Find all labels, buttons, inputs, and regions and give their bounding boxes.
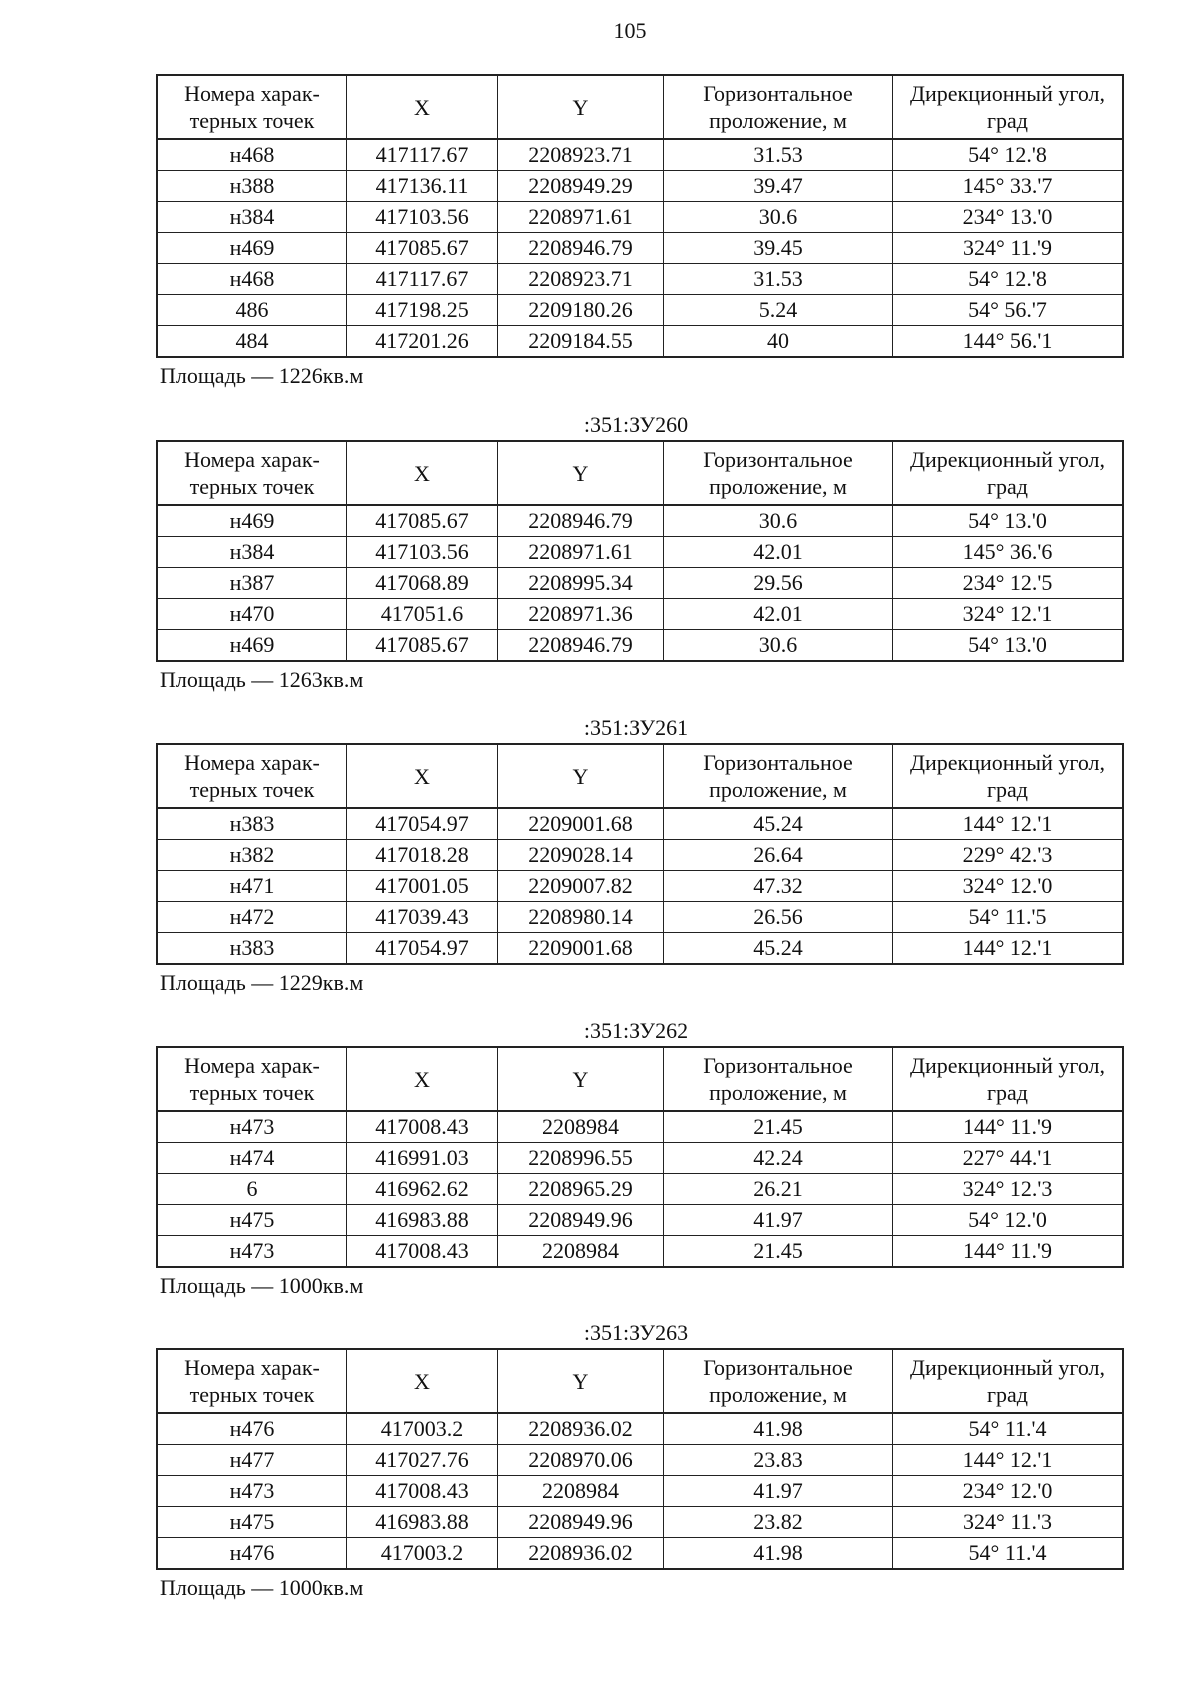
column-header-distance: Горизонтальное проложение, м <box>664 441 893 505</box>
table-cell: 54° 11.'4 <box>893 1538 1124 1570</box>
table-cell: 42.01 <box>664 537 893 568</box>
table-cell: н383 <box>157 933 347 965</box>
table-cell: н477 <box>157 1445 347 1476</box>
column-header-point: Номера харак-терных точек <box>157 441 347 505</box>
table-cell: 26.21 <box>664 1174 893 1205</box>
table-cell: 2208984 <box>498 1476 664 1507</box>
table-cell: 54° 12.'0 <box>893 1205 1124 1236</box>
table-row <box>157 295 1123 326</box>
table-cell: н469 <box>157 630 347 662</box>
column-header-angle: Дирекционный угол, град <box>893 75 1124 139</box>
table-cell: н471 <box>157 871 347 902</box>
table-row <box>157 808 1123 840</box>
table-row <box>157 871 1123 902</box>
area-label: Площадь — 1000кв.м <box>160 1575 364 1600</box>
table-cell: 144° 11.'9 <box>893 1236 1124 1268</box>
column-header-x: X <box>347 1047 498 1111</box>
table-cell: 324° 11.'3 <box>893 1507 1124 1538</box>
table-cell: 417117.67 <box>347 264 498 295</box>
table-row <box>157 599 1123 630</box>
table-cell: 42.24 <box>664 1143 893 1174</box>
table-cell: 2208946.79 <box>498 233 664 264</box>
table-cell: 417068.89 <box>347 568 498 599</box>
table-cell: 417198.25 <box>347 295 498 326</box>
table-cell: 416983.88 <box>347 1205 498 1236</box>
table-cell: 417054.97 <box>347 808 498 840</box>
table-row <box>157 902 1123 933</box>
table-cell: 486 <box>157 295 347 326</box>
table-cell: 23.82 <box>664 1507 893 1538</box>
table-row <box>157 1445 1123 1476</box>
column-header-x: X <box>347 75 498 139</box>
table-row <box>157 1476 1123 1507</box>
section-title: :351:ЗУ263 <box>583 1320 689 1345</box>
coordinates-table <box>156 74 1124 358</box>
table-header-row <box>157 744 1123 808</box>
table-cell: н383 <box>157 808 347 840</box>
table-cell: 2208923.71 <box>498 264 664 295</box>
table-header-row <box>157 1047 1123 1111</box>
table-cell: 2209007.82 <box>498 871 664 902</box>
table-cell: 227° 44.'1 <box>893 1143 1124 1174</box>
table-cell: 2208984 <box>498 1236 664 1268</box>
table-cell: 324° 12.'0 <box>893 871 1124 902</box>
table-cell: 416983.88 <box>347 1507 498 1538</box>
table-cell: 54° 11.'5 <box>893 902 1124 933</box>
column-header-x: X <box>347 441 498 505</box>
table-row <box>157 264 1123 295</box>
table-row <box>157 1174 1123 1205</box>
table-cell: 26.56 <box>664 902 893 933</box>
table-cell: 2209028.14 <box>498 840 664 871</box>
table-cell: 144° 12.'1 <box>893 933 1124 965</box>
table-cell: 31.53 <box>664 139 893 171</box>
table-cell: 54° 11.'4 <box>893 1413 1124 1445</box>
table-cell: 145° 33.'7 <box>893 171 1124 202</box>
table-row <box>157 1205 1123 1236</box>
table-cell: н475 <box>157 1205 347 1236</box>
table-row <box>157 568 1123 599</box>
table-cell: 2208936.02 <box>498 1413 664 1445</box>
table-cell: 2208923.71 <box>498 139 664 171</box>
table-cell: 234° 12.'0 <box>893 1476 1124 1507</box>
table-cell: 2208970.06 <box>498 1445 664 1476</box>
table-cell: 39.45 <box>664 233 893 264</box>
table-cell: 2208949.96 <box>498 1205 664 1236</box>
column-header-angle: Дирекционный угол, град <box>893 744 1124 808</box>
coordinates-section <box>156 1318 1116 1606</box>
table-cell: 21.45 <box>664 1111 893 1143</box>
table-row <box>157 1143 1123 1174</box>
table-cell: 324° 11.'9 <box>893 233 1124 264</box>
table-row <box>157 233 1123 264</box>
table-cell: 324° 12.'1 <box>893 599 1124 630</box>
table-cell: н476 <box>157 1538 347 1570</box>
table-row <box>157 630 1123 662</box>
table-cell: н473 <box>157 1111 347 1143</box>
table-cell: 144° 56.'1 <box>893 326 1124 358</box>
coordinates-section <box>156 74 1116 394</box>
column-header-point: Номера харак-терных точек <box>157 744 347 808</box>
table-cell: н468 <box>157 264 347 295</box>
table-cell: 41.98 <box>664 1413 893 1445</box>
table-cell: 26.64 <box>664 840 893 871</box>
column-header-x: X <box>347 1349 498 1413</box>
table-header-row <box>157 75 1123 139</box>
table-cell: 2208936.02 <box>498 1538 664 1570</box>
table-header-row <box>157 1349 1123 1413</box>
table-cell: 417085.67 <box>347 233 498 264</box>
table-row <box>157 1507 1123 1538</box>
table-cell: 417103.56 <box>347 202 498 233</box>
table-cell: 417003.2 <box>347 1538 498 1570</box>
table-cell: 417008.43 <box>347 1476 498 1507</box>
column-header-y: Y <box>498 441 664 505</box>
table-cell: 31.53 <box>664 264 893 295</box>
column-header-distance: Горизонтальное проложение, м <box>664 75 893 139</box>
table-cell: 2209001.68 <box>498 808 664 840</box>
section-title: :351:ЗУ260 <box>583 412 689 437</box>
table-cell: 54° 56.'7 <box>893 295 1124 326</box>
table-cell: 417054.97 <box>347 933 498 965</box>
table-row <box>157 537 1123 568</box>
table-cell: 417117.67 <box>347 139 498 171</box>
table-cell: 417085.67 <box>347 505 498 537</box>
table-cell: 417051.6 <box>347 599 498 630</box>
table-cell: 144° 11.'9 <box>893 1111 1124 1143</box>
column-header-y: Y <box>498 75 664 139</box>
table-cell: 42.01 <box>664 599 893 630</box>
coordinates-table <box>156 1348 1124 1570</box>
table-cell: 5.24 <box>664 295 893 326</box>
table-cell: 2208965.29 <box>498 1174 664 1205</box>
table-cell: н384 <box>157 537 347 568</box>
table-cell: 2209184.55 <box>498 326 664 358</box>
table-cell: 45.24 <box>664 933 893 965</box>
table-cell: 21.45 <box>664 1236 893 1268</box>
column-header-y: Y <box>498 1349 664 1413</box>
table-cell: 2208980.14 <box>498 902 664 933</box>
table-cell: 30.6 <box>664 202 893 233</box>
table-cell: н468 <box>157 139 347 171</box>
column-header-angle: Дирекционный угол, град <box>893 1349 1124 1413</box>
table-cell: 417003.2 <box>347 1413 498 1445</box>
table-cell: 2208949.29 <box>498 171 664 202</box>
table-cell: 41.97 <box>664 1476 893 1507</box>
table-cell: 41.98 <box>664 1538 893 1570</box>
table-cell: 417027.76 <box>347 1445 498 1476</box>
table-cell: н473 <box>157 1476 347 1507</box>
table-row <box>157 139 1123 171</box>
table-cell: 417001.05 <box>347 871 498 902</box>
table-cell: н470 <box>157 599 347 630</box>
table-cell: 29.56 <box>664 568 893 599</box>
table-cell: н382 <box>157 840 347 871</box>
table-cell: 417136.11 <box>347 171 498 202</box>
table-cell: н469 <box>157 233 347 264</box>
area-label: Площадь — 1229кв.м <box>160 970 364 995</box>
column-header-y: Y <box>498 1047 664 1111</box>
column-header-x: X <box>347 744 498 808</box>
table-cell: н469 <box>157 505 347 537</box>
table-cell: н472 <box>157 902 347 933</box>
table-cell: 2209180.26 <box>498 295 664 326</box>
table-cell: 23.83 <box>664 1445 893 1476</box>
table-cell: 417085.67 <box>347 630 498 662</box>
table-cell: 229° 42.'3 <box>893 840 1124 871</box>
column-header-angle: Дирекционный угол, град <box>893 441 1124 505</box>
table-cell: 6 <box>157 1174 347 1205</box>
table-cell: 54° 12.'8 <box>893 264 1124 295</box>
area-label: Площадь — 1226кв.м <box>160 363 364 388</box>
table-cell: 417008.43 <box>347 1236 498 1268</box>
column-header-point: Номера харак-терных точек <box>157 1349 347 1413</box>
coordinates-table <box>156 1046 1124 1268</box>
table-row <box>157 840 1123 871</box>
table-row <box>157 1111 1123 1143</box>
table-cell: 484 <box>157 326 347 358</box>
coordinates-section <box>156 1016 1116 1304</box>
column-header-distance: Горизонтальное проложение, м <box>664 1047 893 1111</box>
table-cell: 39.47 <box>664 171 893 202</box>
table-cell: 417018.28 <box>347 840 498 871</box>
table-cell: 2208984 <box>498 1111 664 1143</box>
area-label: Площадь — 1000кв.м <box>160 1273 364 1298</box>
table-cell: 40 <box>664 326 893 358</box>
table-cell: 30.6 <box>664 505 893 537</box>
table-cell: 45.24 <box>664 808 893 840</box>
table-row <box>157 505 1123 537</box>
table-cell: н388 <box>157 171 347 202</box>
table-row <box>157 1538 1123 1570</box>
table-row <box>157 171 1123 202</box>
table-cell: 41.97 <box>664 1205 893 1236</box>
table-cell: н474 <box>157 1143 347 1174</box>
table-header-row <box>157 441 1123 505</box>
table-cell: 2208971.61 <box>498 537 664 568</box>
table-row <box>157 202 1123 233</box>
column-header-point: Номера харак-терных точек <box>157 75 347 139</box>
table-cell: 54° 13.'0 <box>893 630 1124 662</box>
table-cell: н387 <box>157 568 347 599</box>
table-cell: 417008.43 <box>347 1111 498 1143</box>
table-cell: н473 <box>157 1236 347 1268</box>
table-cell: 416991.03 <box>347 1143 498 1174</box>
table-cell: 145° 36.'6 <box>893 537 1124 568</box>
table-row <box>157 933 1123 965</box>
coordinates-section <box>156 713 1116 1001</box>
column-header-angle: Дирекционный угол, град <box>893 1047 1124 1111</box>
table-cell: н475 <box>157 1507 347 1538</box>
column-header-y: Y <box>498 744 664 808</box>
table-cell: 144° 12.'1 <box>893 808 1124 840</box>
table-cell: 417039.43 <box>347 902 498 933</box>
section-title: :351:ЗУ262 <box>583 1018 689 1043</box>
table-cell: 2208996.55 <box>498 1143 664 1174</box>
table-cell: 2208946.79 <box>498 505 664 537</box>
table-cell: 2209001.68 <box>498 933 664 965</box>
table-cell: 54° 13.'0 <box>893 505 1124 537</box>
table-cell: 234° 12.'5 <box>893 568 1124 599</box>
column-header-distance: Горизонтальное проложение, м <box>664 1349 893 1413</box>
table-cell: 30.6 <box>664 630 893 662</box>
table-cell: 2208949.96 <box>498 1507 664 1538</box>
table-cell: 47.32 <box>664 871 893 902</box>
table-cell: 234° 13.'0 <box>893 202 1124 233</box>
table-cell: 324° 12.'3 <box>893 1174 1124 1205</box>
table-cell: 2208995.34 <box>498 568 664 599</box>
area-label: Площадь — 1263кв.м <box>160 667 364 692</box>
page-number: 105 <box>613 18 647 43</box>
table-cell: 417103.56 <box>347 537 498 568</box>
table-cell: 416962.62 <box>347 1174 498 1205</box>
coordinates-section <box>156 410 1116 698</box>
table-cell: 144° 12.'1 <box>893 1445 1124 1476</box>
table-cell: 2208971.61 <box>498 202 664 233</box>
section-title: :351:ЗУ261 <box>583 715 689 740</box>
table-cell: н476 <box>157 1413 347 1445</box>
table-cell: 2208971.36 <box>498 599 664 630</box>
column-header-point: Номера харак-терных точек <box>157 1047 347 1111</box>
coordinates-table <box>156 440 1124 662</box>
table-cell: 417201.26 <box>347 326 498 358</box>
column-header-distance: Горизонтальное проложение, м <box>664 744 893 808</box>
coordinates-table <box>156 743 1124 965</box>
table-row <box>157 1413 1123 1445</box>
table-cell: н384 <box>157 202 347 233</box>
table-cell: 2208946.79 <box>498 630 664 662</box>
table-row <box>157 326 1123 358</box>
table-cell: 54° 12.'8 <box>893 139 1124 171</box>
table-row <box>157 1236 1123 1268</box>
